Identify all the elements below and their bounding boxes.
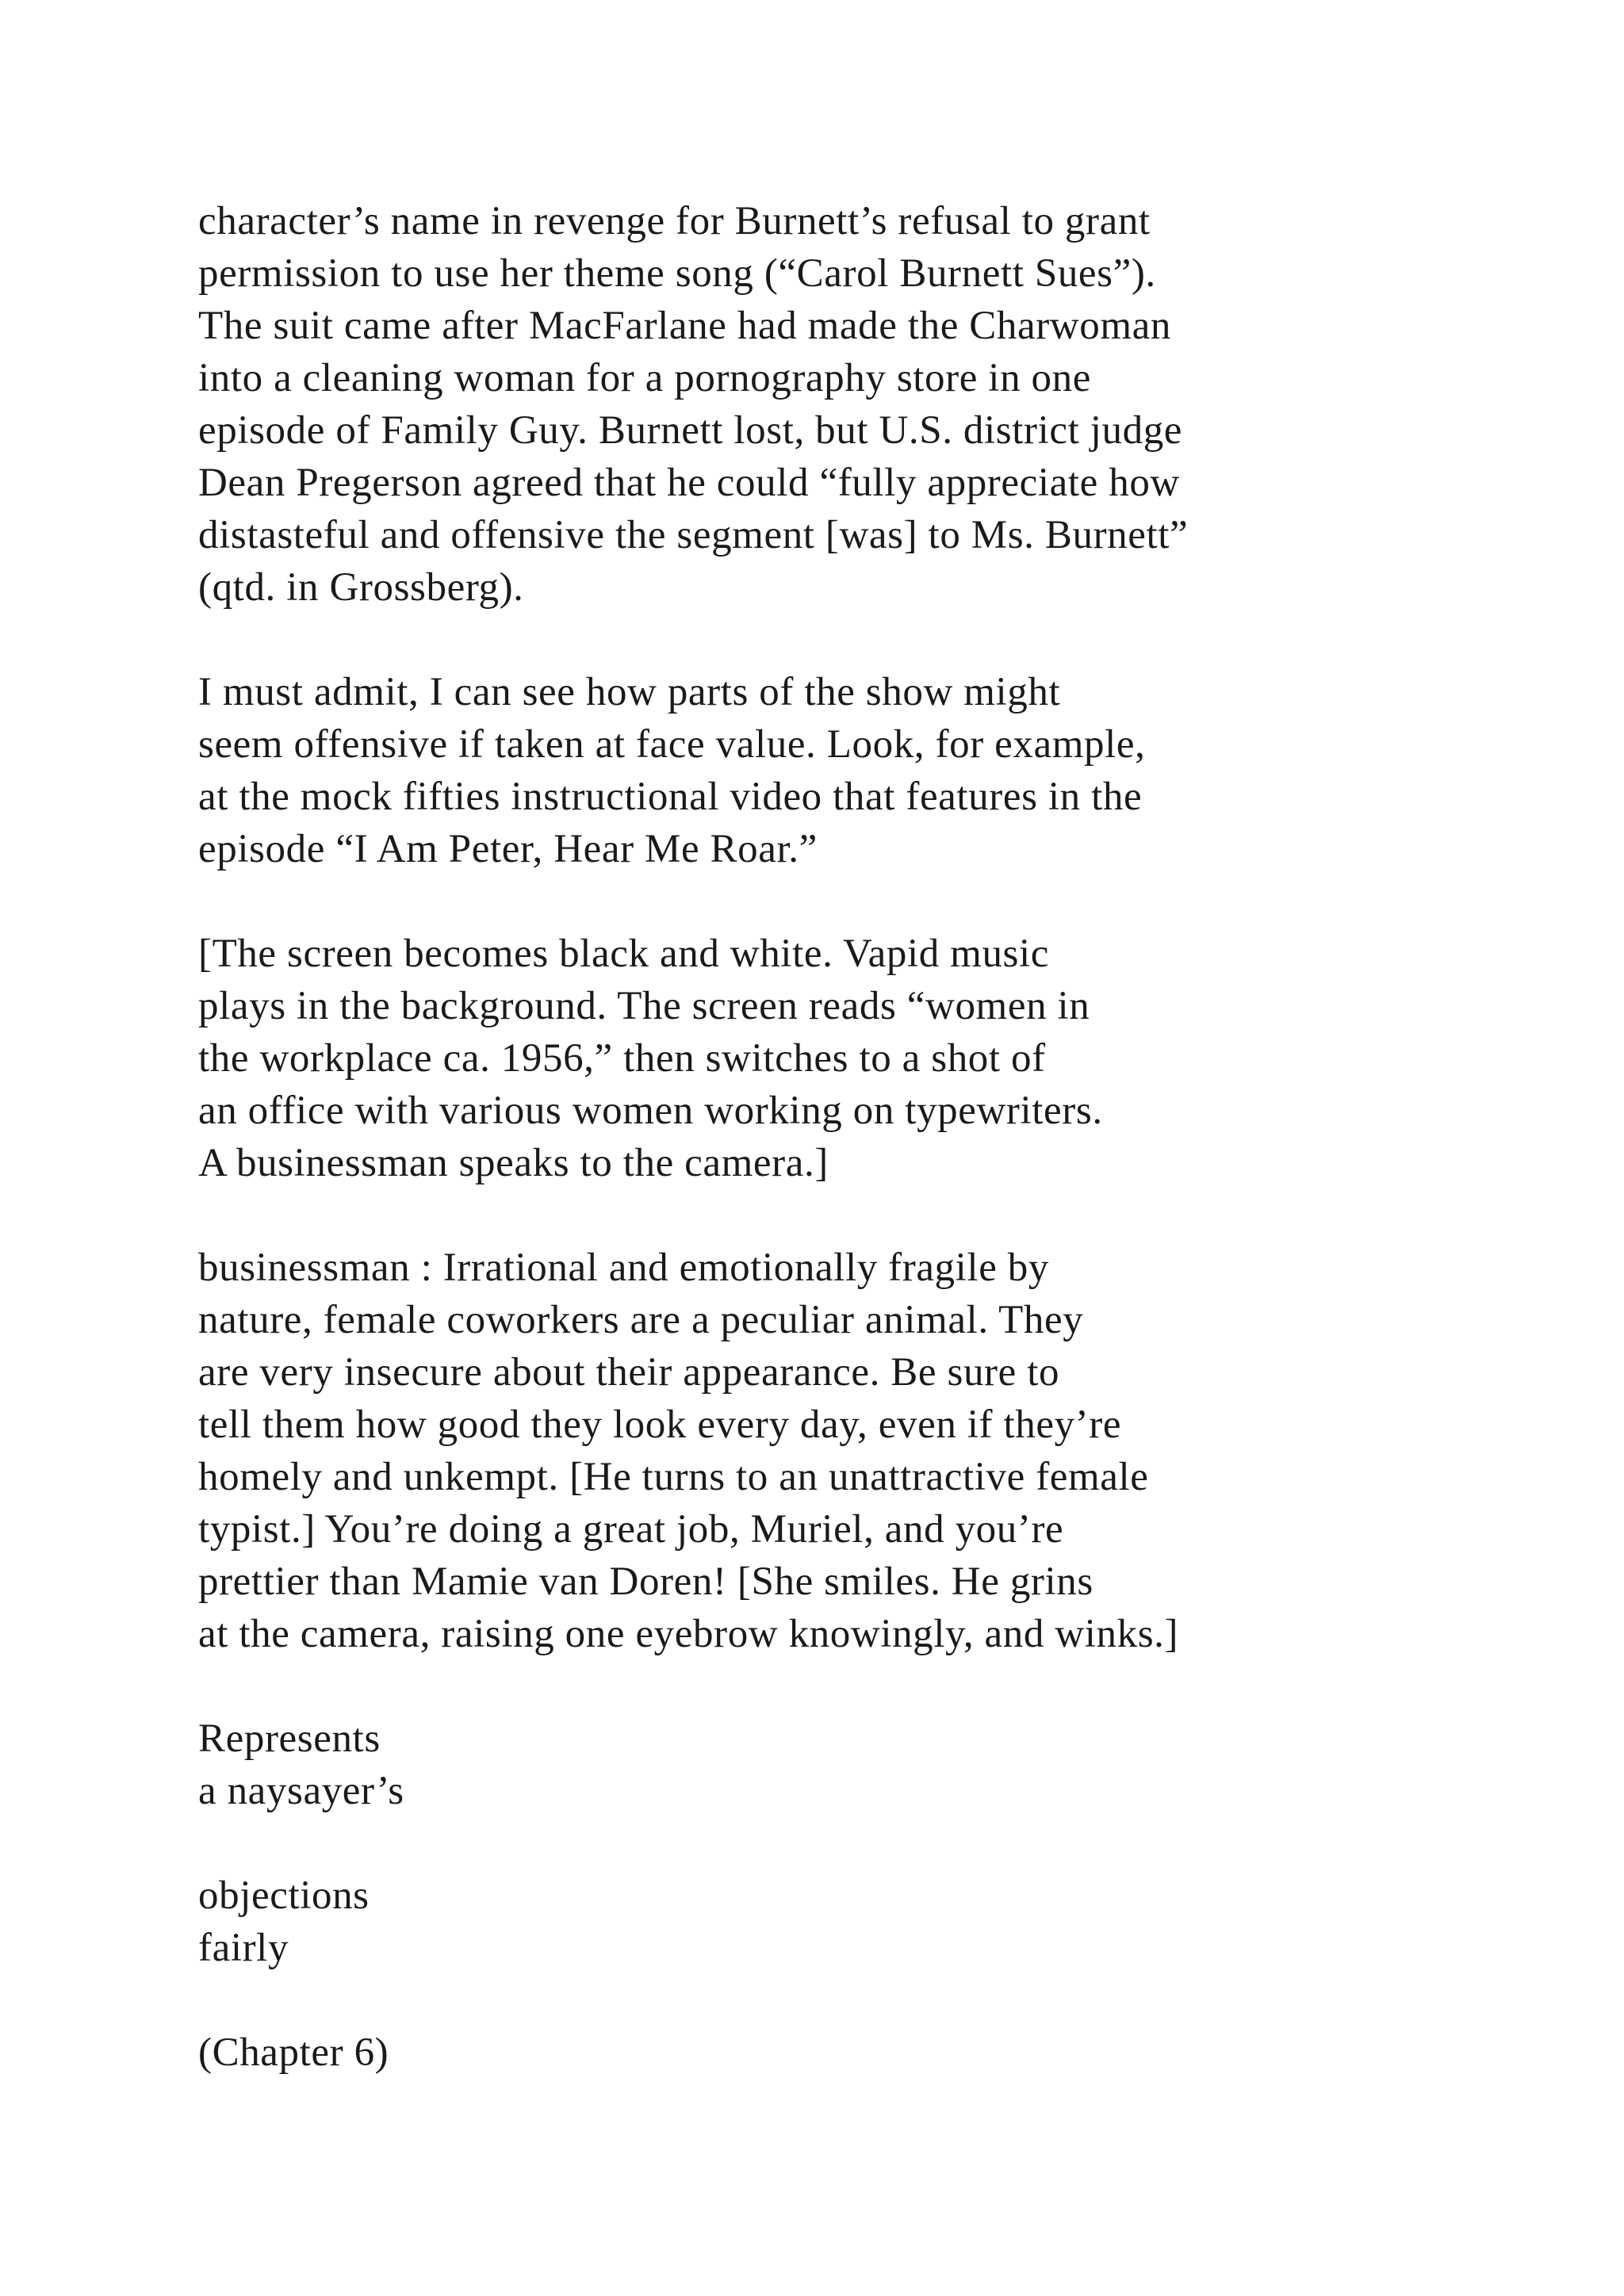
- text-line: into a cleaning woman for a pornography store in one: [198, 356, 1091, 400]
- text-line: at the camera, raising one eyebrow knowingly, and winks.]: [198, 1612, 1179, 1656]
- text-line: episode of Family Guy. Burnett lost, but U.S. district judge: [198, 408, 1183, 453]
- text-line: businessman : Irrational and emotionally fragile by: [198, 1246, 1049, 1290]
- text-line: typist.] You’re doing a great job, Muriel, and you’re: [198, 1507, 1064, 1552]
- text-line: The suit came after MacFarlane had made the Charwoman: [198, 304, 1171, 348]
- text-line: plays in the background. The screen reads “women in: [198, 984, 1090, 1028]
- text-line: at the mock fifties instructional video that features in the: [198, 775, 1143, 819]
- text-line: the workplace ca. 1956,” then switches to a shot of: [198, 1036, 1046, 1081]
- text-line: objections: [198, 1873, 370, 1918]
- text-line: character’s name in revenge for Burnett’s refusal to grant: [198, 199, 1151, 243]
- text-line: permission to use her theme song (“Carol Burnett Sues”).: [198, 251, 1156, 296]
- margin-note-objections: [198, 1869, 1546, 1974]
- text-line: prettier than Mamie van Doren! [She smiles. He grins: [198, 1559, 1094, 1604]
- text-line: nature, female coworkers are a peculiar animal. They: [198, 1298, 1084, 1342]
- text-line: distasteful and offensive the segment [was] to Ms. Burnett”: [198, 513, 1189, 557]
- paragraph-admission: [198, 666, 1546, 875]
- text-line: fairly: [198, 1926, 289, 1970]
- paragraph-businessman-quote: [198, 1242, 1546, 1660]
- text-line: Represents: [198, 1716, 381, 1761]
- text-line: A businessman speaks to the camera.]: [198, 1141, 829, 1185]
- paragraph-stage-directions: [198, 928, 1546, 1189]
- text-line: I must admit, I can see how parts of the show might: [198, 670, 1061, 714]
- text-line: [The screen becomes black and white. Vapid music: [198, 932, 1050, 976]
- text-line: a naysayer’s: [198, 1769, 404, 1813]
- text-line: seem offensive if taken at face value. Look, for example,: [198, 722, 1146, 767]
- text-line: are very insecure about their appearance. Be sure to: [198, 1350, 1060, 1395]
- text-line: (Chapter 6): [198, 2030, 389, 2075]
- margin-note-represents: [198, 1712, 1546, 1817]
- document-body: [198, 195, 1546, 2131]
- text-line: Dean Pregerson agreed that he could “fully appreciate how: [198, 461, 1180, 505]
- text-line: episode “I Am Peter, Hear Me Roar.”: [198, 827, 818, 871]
- text-line: homely and unkempt. [He turns to an unattractive female: [198, 1455, 1149, 1499]
- text-line: (qtd. in Grossberg).: [198, 565, 524, 610]
- paragraph-burnett-lawsuit: [198, 195, 1546, 614]
- margin-note-chapter: [198, 2026, 1546, 2079]
- text-line: an office with various women working on typewriters.: [198, 1089, 1103, 1133]
- text-line: tell them how good they look every day, even if they’re: [198, 1402, 1122, 1447]
